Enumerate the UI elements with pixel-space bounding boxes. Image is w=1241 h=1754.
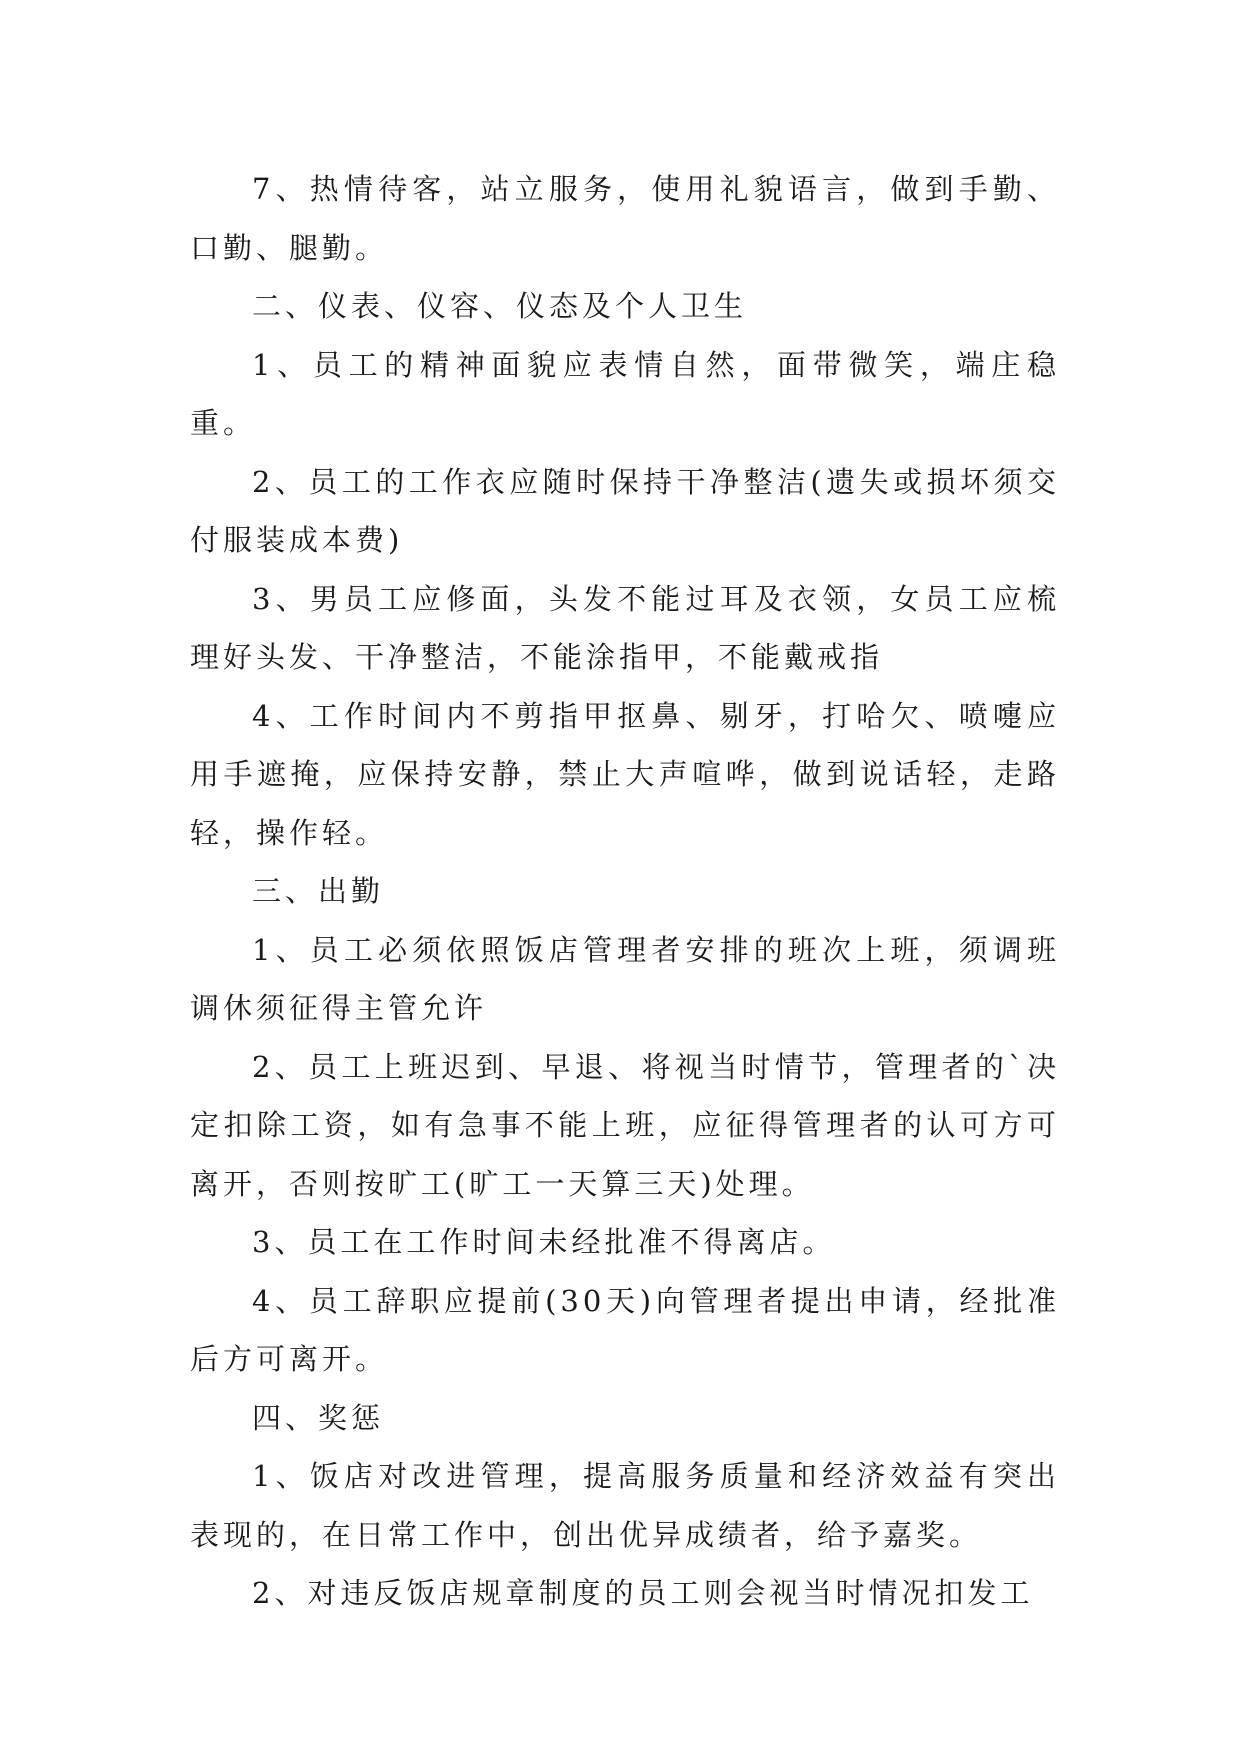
paragraph-appearance-3: 3、男员工应修面，头发不能过耳及衣领，女员工应梳理好头发、干净整洁，不能涂指甲，不能戴戒指 <box>190 581 1060 674</box>
paragraph-appearance-2: 2、员工的工作衣应随时保持干净整洁(遗失或损坏须交付服装成本费) <box>190 464 1060 557</box>
paragraph-appearance-4: 4、工作时间内不剪指甲抠鼻、剔牙，打哈欠、喷嚏应用手遮掩，应保持安静，禁止大声喧哗，做到说话轻，走路轻，操作轻。 <box>190 698 1060 850</box>
paragraph-attendance-2: 2、员工上班迟到、早退、将视当时情节，管理者的`决定扣除工资，如有急事不能上班，应征得管理者的认可方可离开，否则按旷工(旷工一天算三天)处理。 <box>190 1049 1060 1201</box>
section-heading-appearance-hygiene: 二、仪表、仪容、仪态及个人卫生 <box>252 289 748 323</box>
document-body <box>190 160 1060 1623</box>
section-heading-rewards-penalties: 四、奖惩 <box>252 1400 385 1435</box>
section-heading-attendance: 三、出勤 <box>252 874 385 908</box>
paragraph-rewards-1: 1、饭店对改进管理，提高服务质量和经济效益有突出表现的，在日常工作中，创出优异成绩者，给予嘉奖。 <box>190 1459 1060 1552</box>
paragraph-rewards-2: 2、对违反饭店规章制度的员工则会视当时情况扣发工 <box>252 1576 1034 1610</box>
paragraph-attendance-4: 4、员工辞职应提前(30天)向管理者提出申请，经批准后方可离开。 <box>190 1283 1060 1376</box>
paragraph-item-7-courtesy: 7、热情待客，站立服务，使用礼貌语言，做到手勤、口勤、腿勤。 <box>190 172 1060 265</box>
paragraph-attendance-1: 1、员工必须依照饭店管理者安排的班次上班，须调班调休须征得主管允许 <box>190 932 1060 1025</box>
paragraph-attendance-3: 3、员工在工作时间未经批准不得离店。 <box>252 1225 836 1259</box>
paragraph-appearance-1: 1、员工的精神面貌应表情自然，面带微笑，端庄稳重。 <box>190 347 1060 440</box>
